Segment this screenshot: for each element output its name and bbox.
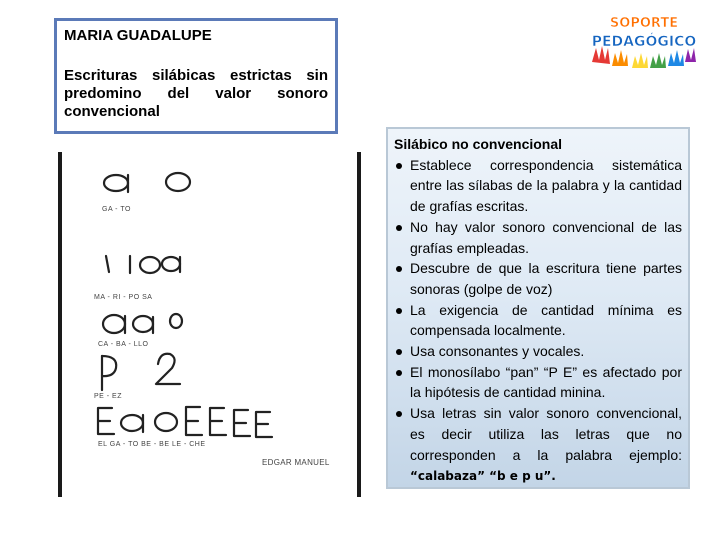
syllables-row-3: CA - BA - LLO	[98, 341, 149, 348]
handwriting-sample	[58, 152, 361, 497]
handwriting-row-4	[102, 354, 180, 390]
example-words: “calabaza” “b e p u”.	[410, 469, 556, 484]
logo-line1: SOPORTE	[609, 16, 679, 31]
characteristics-panel	[386, 127, 690, 489]
list-item: Usa consonantes y vocales.	[394, 341, 682, 362]
handwriting-row-2	[106, 256, 180, 273]
list-item: No hay valor sonoro convencional de las grafías empleadas.	[394, 217, 682, 258]
handwriting-row-1	[104, 173, 190, 192]
list-item: Establece correspondencia sistemática entre las sílabas de la palabra y la cantidad de grafías escritas.	[394, 155, 682, 217]
syllables-row-5: EL GA - TO BE - BE LE - CHE	[98, 441, 206, 448]
handwriting-row-3	[103, 314, 182, 333]
handwriting-drawing	[62, 152, 357, 497]
list-item	[394, 403, 682, 487]
syllables-row-2: MA - RI - PO SA	[94, 294, 153, 301]
characteristics-list	[394, 155, 682, 487]
handwriting-row-5	[98, 407, 272, 437]
list-item: El monosílabo “pan” “P E” es afectado por la hipótesis de cantidad minina.	[394, 362, 682, 403]
syllables-row-1: GA - TO	[102, 206, 131, 213]
panel-title: Silábico no convencional	[394, 136, 563, 152]
title-box	[54, 18, 338, 134]
student-name: MARIA GUADALUPE	[64, 27, 212, 44]
syllables-row-4: PE - EZ	[94, 393, 123, 400]
last-item-text: Usa letras sin valor sonoro convencional, es decir utiliza las letras que no corresponden a la palabra ejemplo:	[410, 405, 682, 463]
list-item: La exigencia de cantidad mínima es compensada localmente.	[394, 300, 682, 341]
writing-stage-description: Escrituras silábicas estrictas sin predomino del valor sonoro convencional	[64, 67, 328, 120]
student-signature: EDGAR MANUEL	[262, 458, 330, 467]
soporte-pedagogico-logo	[588, 10, 700, 80]
list-item: Descubre de que la escritura tiene partes sonoras (golpe de voz)	[394, 258, 682, 299]
logo-line2: PEDAGÓGICO	[591, 34, 697, 50]
